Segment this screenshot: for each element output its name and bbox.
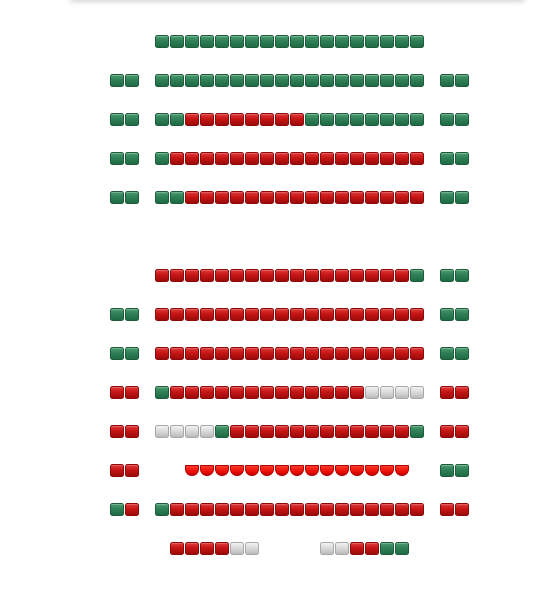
seat-available[interactable] bbox=[155, 503, 169, 516]
seat-available[interactable] bbox=[155, 35, 169, 48]
seat-available[interactable] bbox=[410, 425, 424, 438]
seat-sold bbox=[305, 503, 319, 516]
seat-blocked bbox=[155, 425, 169, 438]
seat-blocked bbox=[170, 425, 184, 438]
seat-available[interactable] bbox=[320, 74, 334, 87]
seat-sold bbox=[230, 503, 244, 516]
seat-premium bbox=[275, 465, 289, 476]
seat-sold bbox=[335, 425, 349, 438]
seat-sold bbox=[365, 503, 379, 516]
seat-sold bbox=[260, 347, 274, 360]
seat-sold bbox=[125, 503, 139, 516]
seat-sold bbox=[365, 542, 379, 555]
seat-available[interactable] bbox=[110, 308, 124, 321]
seat-available[interactable] bbox=[125, 74, 139, 87]
seat-sold bbox=[305, 347, 319, 360]
seat-available[interactable] bbox=[215, 425, 229, 438]
seat-available[interactable] bbox=[185, 74, 199, 87]
seat-sold bbox=[305, 152, 319, 165]
seat-available[interactable] bbox=[395, 542, 409, 555]
seat-sold bbox=[200, 503, 214, 516]
seat-available[interactable] bbox=[350, 74, 364, 87]
seat-sold bbox=[215, 542, 229, 555]
seat-available[interactable] bbox=[110, 74, 124, 87]
seat-available[interactable] bbox=[170, 35, 184, 48]
seat-sold bbox=[350, 503, 364, 516]
seat-available[interactable] bbox=[320, 35, 334, 48]
seat-sold bbox=[380, 269, 394, 282]
seat-sold bbox=[380, 503, 394, 516]
seat-sold bbox=[215, 191, 229, 204]
seat-sold bbox=[335, 308, 349, 321]
seat-sold bbox=[290, 425, 304, 438]
seat-sold bbox=[290, 269, 304, 282]
seat-sold bbox=[455, 425, 469, 438]
seat-available[interactable] bbox=[440, 464, 454, 477]
seat-sold bbox=[260, 503, 274, 516]
seat-sold bbox=[290, 152, 304, 165]
seat-sold bbox=[185, 503, 199, 516]
seat-available[interactable] bbox=[260, 35, 274, 48]
seat-sold bbox=[395, 347, 409, 360]
seat-available[interactable] bbox=[410, 74, 424, 87]
seat-sold bbox=[185, 269, 199, 282]
seat-premium bbox=[335, 465, 349, 476]
seat-sold bbox=[320, 347, 334, 360]
seat-blocked bbox=[320, 542, 334, 555]
seat-sold bbox=[395, 191, 409, 204]
seat-sold bbox=[335, 269, 349, 282]
seat-sold bbox=[110, 386, 124, 399]
seat-sold bbox=[260, 425, 274, 438]
seat-sold bbox=[200, 308, 214, 321]
seat-premium bbox=[380, 465, 394, 476]
seat-sold bbox=[185, 152, 199, 165]
seat-sold bbox=[170, 347, 184, 360]
seat-sold bbox=[200, 386, 214, 399]
seat-sold bbox=[395, 425, 409, 438]
seat-blocked bbox=[365, 386, 379, 399]
seat-available[interactable] bbox=[305, 113, 319, 126]
seat-sold bbox=[200, 269, 214, 282]
seat-sold bbox=[275, 503, 289, 516]
seat-available[interactable] bbox=[320, 113, 334, 126]
seat-premium bbox=[200, 465, 214, 476]
seat-sold bbox=[125, 464, 139, 477]
seat-premium bbox=[230, 465, 244, 476]
seat-sold bbox=[320, 269, 334, 282]
seat-available[interactable] bbox=[290, 74, 304, 87]
seat-sold bbox=[200, 347, 214, 360]
seat-sold bbox=[200, 152, 214, 165]
seat-sold bbox=[305, 425, 319, 438]
seat-available[interactable] bbox=[440, 269, 454, 282]
seat-available[interactable] bbox=[155, 74, 169, 87]
seat-available[interactable] bbox=[440, 347, 454, 360]
seat-sold bbox=[320, 152, 334, 165]
seat-sold bbox=[365, 308, 379, 321]
seat-available[interactable] bbox=[155, 386, 169, 399]
seat-available[interactable] bbox=[455, 191, 469, 204]
seat-sold bbox=[440, 386, 454, 399]
seat-sold bbox=[350, 269, 364, 282]
seat-sold bbox=[290, 308, 304, 321]
seat-premium bbox=[395, 465, 409, 476]
seat-sold bbox=[380, 347, 394, 360]
seat-sold bbox=[350, 386, 364, 399]
seat-sold bbox=[305, 269, 319, 282]
seat-sold bbox=[155, 308, 169, 321]
seat-available[interactable] bbox=[245, 74, 259, 87]
seat-sold bbox=[185, 386, 199, 399]
seat-available[interactable] bbox=[275, 35, 289, 48]
seat-sold bbox=[125, 386, 139, 399]
seat-sold bbox=[245, 113, 259, 126]
seat-blocked bbox=[395, 386, 409, 399]
seat-sold bbox=[155, 347, 169, 360]
seat-sold bbox=[185, 347, 199, 360]
seat-premium bbox=[245, 465, 259, 476]
seat-available[interactable] bbox=[335, 74, 349, 87]
seat-sold bbox=[380, 425, 394, 438]
seat-available[interactable] bbox=[230, 35, 244, 48]
seat-available[interactable] bbox=[290, 35, 304, 48]
seat-sold bbox=[230, 191, 244, 204]
seat-available[interactable] bbox=[215, 74, 229, 87]
seat-available[interactable] bbox=[440, 113, 454, 126]
seat-sold bbox=[350, 425, 364, 438]
seat-sold bbox=[365, 269, 379, 282]
seat-available[interactable] bbox=[365, 74, 379, 87]
seat-sold bbox=[155, 269, 169, 282]
seat-sold bbox=[230, 386, 244, 399]
seat-sold bbox=[365, 152, 379, 165]
seat-sold bbox=[410, 152, 424, 165]
seat-sold bbox=[185, 542, 199, 555]
seat-available[interactable] bbox=[455, 269, 469, 282]
seat-available[interactable] bbox=[170, 191, 184, 204]
seat-sold bbox=[335, 347, 349, 360]
seat-sold bbox=[395, 152, 409, 165]
seat-available[interactable] bbox=[200, 74, 214, 87]
seat-blocked bbox=[380, 386, 394, 399]
seat-sold bbox=[170, 308, 184, 321]
seat-available[interactable] bbox=[410, 35, 424, 48]
seat-sold bbox=[215, 269, 229, 282]
seat-sold bbox=[275, 152, 289, 165]
seat-sold bbox=[200, 113, 214, 126]
seat-blocked bbox=[185, 425, 199, 438]
seat-sold bbox=[290, 347, 304, 360]
seat-sold bbox=[230, 425, 244, 438]
seat-premium bbox=[260, 465, 274, 476]
seat-sold bbox=[245, 269, 259, 282]
seat-sold bbox=[380, 152, 394, 165]
seat-sold bbox=[395, 503, 409, 516]
seat-available[interactable] bbox=[410, 269, 424, 282]
seat-sold bbox=[335, 503, 349, 516]
seat-sold bbox=[230, 308, 244, 321]
seat-available[interactable] bbox=[395, 74, 409, 87]
seat-premium bbox=[365, 465, 379, 476]
seat-sold bbox=[410, 347, 424, 360]
seat-sold bbox=[275, 191, 289, 204]
seat-sold bbox=[290, 386, 304, 399]
seat-sold bbox=[200, 191, 214, 204]
seat-premium bbox=[185, 465, 199, 476]
seat-available[interactable] bbox=[380, 113, 394, 126]
seat-sold bbox=[170, 542, 184, 555]
seat-sold bbox=[320, 386, 334, 399]
seat-sold bbox=[245, 191, 259, 204]
seat-sold bbox=[305, 308, 319, 321]
seat-sold bbox=[380, 191, 394, 204]
seat-available[interactable] bbox=[230, 74, 244, 87]
seat-sold bbox=[245, 152, 259, 165]
seat-available[interactable] bbox=[215, 35, 229, 48]
seat-sold bbox=[110, 464, 124, 477]
seat-sold bbox=[260, 191, 274, 204]
seat-sold bbox=[260, 269, 274, 282]
seat-available[interactable] bbox=[110, 503, 124, 516]
seat-available[interactable] bbox=[125, 347, 139, 360]
seat-sold bbox=[395, 308, 409, 321]
seat-available[interactable] bbox=[440, 308, 454, 321]
seat-sold bbox=[275, 386, 289, 399]
seat-premium bbox=[350, 465, 364, 476]
seat-available[interactable] bbox=[440, 191, 454, 204]
seat-sold bbox=[230, 113, 244, 126]
seat-blocked bbox=[200, 425, 214, 438]
seat-sold bbox=[350, 191, 364, 204]
seat-sold bbox=[305, 386, 319, 399]
seat-available[interactable] bbox=[380, 74, 394, 87]
seat-sold bbox=[230, 269, 244, 282]
seat-sold bbox=[185, 308, 199, 321]
seat-sold bbox=[335, 191, 349, 204]
seat-sold bbox=[275, 425, 289, 438]
seat-sold bbox=[410, 503, 424, 516]
seat-sold bbox=[440, 425, 454, 438]
seat-premium bbox=[215, 465, 229, 476]
seat-sold bbox=[170, 503, 184, 516]
seat-sold bbox=[275, 269, 289, 282]
seat-premium bbox=[320, 465, 334, 476]
seat-available[interactable] bbox=[110, 191, 124, 204]
seat-sold bbox=[230, 152, 244, 165]
seat-sold bbox=[275, 347, 289, 360]
seat-available[interactable] bbox=[275, 74, 289, 87]
seat-available[interactable] bbox=[125, 152, 139, 165]
seat-premium bbox=[290, 465, 304, 476]
seat-available[interactable] bbox=[440, 74, 454, 87]
seat-sold bbox=[455, 503, 469, 516]
seat-blocked bbox=[410, 386, 424, 399]
seat-sold bbox=[170, 152, 184, 165]
seat-sold bbox=[365, 191, 379, 204]
seat-sold bbox=[200, 542, 214, 555]
seat-available[interactable] bbox=[125, 308, 139, 321]
seat-sold bbox=[245, 347, 259, 360]
seat-sold bbox=[365, 347, 379, 360]
seat-available[interactable] bbox=[365, 35, 379, 48]
seat-sold bbox=[260, 308, 274, 321]
seat-available[interactable] bbox=[110, 152, 124, 165]
seat-blocked bbox=[230, 542, 244, 555]
seat-sold bbox=[245, 425, 259, 438]
seat-sold bbox=[215, 503, 229, 516]
seat-available[interactable] bbox=[365, 113, 379, 126]
seat-sold bbox=[275, 308, 289, 321]
seat-available[interactable] bbox=[455, 113, 469, 126]
seat-sold bbox=[350, 308, 364, 321]
seat-sold bbox=[410, 308, 424, 321]
seat-sold bbox=[290, 503, 304, 516]
seat-available[interactable] bbox=[335, 113, 349, 126]
seat-available[interactable] bbox=[245, 35, 259, 48]
seat-available[interactable] bbox=[380, 35, 394, 48]
seat-sold bbox=[110, 425, 124, 438]
seat-sold bbox=[455, 386, 469, 399]
seat-available[interactable] bbox=[440, 152, 454, 165]
seat-available[interactable] bbox=[455, 464, 469, 477]
seat-blocked bbox=[335, 542, 349, 555]
seat-sold bbox=[350, 347, 364, 360]
seat-sold bbox=[380, 308, 394, 321]
seat-sold bbox=[290, 113, 304, 126]
seat-sold bbox=[185, 113, 199, 126]
seat-sold bbox=[350, 152, 364, 165]
seat-available[interactable] bbox=[110, 113, 124, 126]
seat-sold bbox=[395, 269, 409, 282]
seat-sold bbox=[260, 386, 274, 399]
seat-sold bbox=[320, 191, 334, 204]
seat-sold bbox=[320, 503, 334, 516]
seat-sold bbox=[245, 308, 259, 321]
seat-sold bbox=[335, 152, 349, 165]
seat-sold bbox=[365, 425, 379, 438]
seat-available[interactable] bbox=[170, 74, 184, 87]
seat-sold bbox=[320, 308, 334, 321]
seat-available[interactable] bbox=[410, 113, 424, 126]
seat-available[interactable] bbox=[305, 35, 319, 48]
seat-available[interactable] bbox=[155, 191, 169, 204]
seat-sold bbox=[125, 425, 139, 438]
seat-premium bbox=[305, 465, 319, 476]
seat-sold bbox=[215, 347, 229, 360]
seat-available[interactable] bbox=[155, 152, 169, 165]
seat-sold bbox=[290, 191, 304, 204]
seat-sold bbox=[320, 425, 334, 438]
seat-available[interactable] bbox=[455, 347, 469, 360]
seat-sold bbox=[305, 191, 319, 204]
seat-available[interactable] bbox=[110, 347, 124, 360]
seat-sold bbox=[185, 191, 199, 204]
seat-available[interactable] bbox=[125, 113, 139, 126]
seat-sold bbox=[245, 503, 259, 516]
seat-sold bbox=[440, 503, 454, 516]
seat-sold bbox=[215, 152, 229, 165]
seat-available[interactable] bbox=[305, 74, 319, 87]
seat-available[interactable] bbox=[200, 35, 214, 48]
seat-sold bbox=[215, 308, 229, 321]
seat-sold bbox=[335, 386, 349, 399]
seat-available[interactable] bbox=[350, 113, 364, 126]
seat-available[interactable] bbox=[395, 113, 409, 126]
seat-available[interactable] bbox=[155, 113, 169, 126]
seat-available[interactable] bbox=[350, 35, 364, 48]
seat-available[interactable] bbox=[125, 191, 139, 204]
seat-available[interactable] bbox=[170, 113, 184, 126]
seat-sold bbox=[215, 386, 229, 399]
seat-sold bbox=[170, 386, 184, 399]
seat-available[interactable] bbox=[380, 542, 394, 555]
seat-available[interactable] bbox=[260, 74, 274, 87]
seat-sold bbox=[275, 113, 289, 126]
seat-sold bbox=[245, 386, 259, 399]
seat-sold bbox=[260, 113, 274, 126]
seat-sold bbox=[230, 347, 244, 360]
seat-available[interactable] bbox=[335, 35, 349, 48]
seat-available[interactable] bbox=[395, 35, 409, 48]
seat-sold bbox=[170, 269, 184, 282]
seat-blocked bbox=[245, 542, 259, 555]
seat-available[interactable] bbox=[455, 308, 469, 321]
seat-sold bbox=[215, 113, 229, 126]
seat-available[interactable] bbox=[185, 35, 199, 48]
seat-available[interactable] bbox=[455, 74, 469, 87]
seat-available[interactable] bbox=[455, 152, 469, 165]
seat-sold bbox=[350, 542, 364, 555]
seat-sold bbox=[410, 191, 424, 204]
seat-sold bbox=[260, 152, 274, 165]
